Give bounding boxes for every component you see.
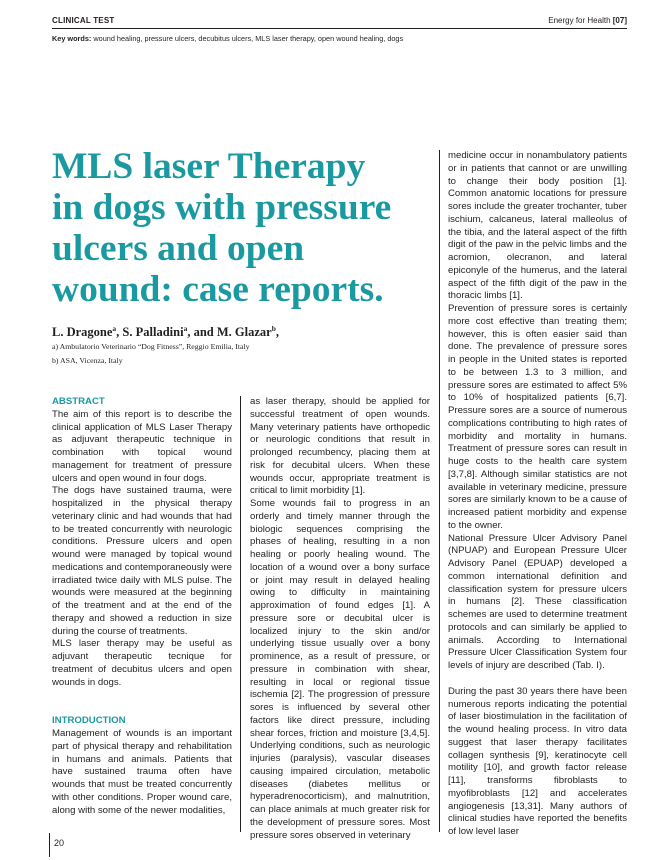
title-line: ulcers and open xyxy=(52,228,305,269)
title-line: MLS laser Therapy xyxy=(52,146,366,187)
abstract-paragraph: The dogs have sustained trauma, were hospitalized in the physical therapy veterinary clinic and had wounds that had to be treated concurrently with neurologic conditions. Pressure ulcers and open wound were managed by topical wound medications and contemporaneously were irradiated twice daily with MLS pulse. The wounds were measured at the beginning of the treatment and at the end of the therapy and showed a reduction in size during the course of treatments. xyxy=(52,485,232,637)
header-rule xyxy=(52,28,627,29)
journal-name: Energy for Health xyxy=(548,16,611,25)
author-name: M. Glazar xyxy=(216,325,272,340)
column-separator xyxy=(439,150,440,832)
column-separator xyxy=(240,396,241,832)
affiliation-b: b) ASA, Vicenza, Italy xyxy=(52,356,123,365)
author-affiliation-mark: a xyxy=(112,324,117,333)
title-line: in dogs with pressure xyxy=(52,187,392,228)
issue-number: [07] xyxy=(612,16,627,25)
page-number: 20 xyxy=(54,838,65,848)
footer-rule xyxy=(49,833,50,857)
abstract-paragraph: The aim of this report is to describe the clinical application of MLS Laser Therapy as adjuvant therapeutic technique in combination with topical wound management for treatment of pressure ulcers and open wound in four dogs. xyxy=(52,408,232,484)
author-name: L. Dragone xyxy=(52,325,113,340)
keywords-label: Key words: xyxy=(52,34,92,43)
author-separator: , xyxy=(275,325,279,340)
body-paragraph: During the past 30 years there have been numerous reports indicating the potential of laser biostimulation in the facilitation of the wound healing process. In vitro data suggest that laser therapy facilitates collagen synthesis [9], keratinocyte cell motility [10], and growth factor release [11], transforms fibroblasts to myofibroblasts [12] and accelerates angiogenesis [13,31]. Many authors of clinical studies have reported the benefits of low level laser xyxy=(448,685,627,837)
abstract-heading: ABSTRACT xyxy=(52,396,105,407)
column-2 xyxy=(250,396,430,842)
keywords-line xyxy=(52,34,403,43)
body-paragraph: National Pressure Ulcer Advisory Panel (NPUAP) and European Pressure Ulcer Advisory Panel (EPUAP) developed a common international definition and classification system for pressure ulcers in humans [2]. These classification schemes are used to determine treatment protocols and can similarly be applied to animals. According to International Pressure Ulcer Classification System four levels of injury are described (Tab. I). xyxy=(448,532,627,671)
author-affiliation-mark: a xyxy=(183,324,188,333)
introduction-paragraph: Management of wounds is an important part of physical therapy and rehabilitation in humans and animals. Patients that have sustained trauma often have wounds that must be treated concurrently with other conditions. Proper wound care, along with some of the newer modalities, xyxy=(52,728,232,816)
keywords-text: wound healing, pressure ulcers, decubitus ulcers, MLS laser therapy, open wound healing, dogs xyxy=(93,34,404,43)
introduction-heading: INTRODUCTION xyxy=(52,715,126,727)
author-separator: , and xyxy=(187,325,217,340)
author-list xyxy=(52,324,279,340)
section-label: CLINICAL TEST xyxy=(52,16,115,25)
author-affiliation-mark: b xyxy=(271,324,276,333)
column-3 xyxy=(448,150,627,839)
body-paragraph: Some wounds fail to progress in an orderly and timely manner through the biologic sequences comprising the phases of healing, resulting in a non healing or poorly healing wound. The location of a wound over a bony surface or joint may result in delayed healing owing to difficulty in maintaining approximation of found edges [1]. A pressure sore or decubital ulcer is localized injury to the skin and/or underlying tissue usually over a bony prominence, as a result of pressure, or pressure in combination with shear, resulting in local or regional tissue ischemia [2]. The progression of pressure sores is influenced by several other factors like direct pressure, including shear forces, friction and moisture [3,4,5]. Underlying conditions, such as neurologic injuries (paralysis), vascular diseases causing impaired circulation, metabolic diseases (diabetes mellitus or hyperadrenocorticism), and malnutrition, can place animals at much greater risk for the development of pressure sores. Most pressure sores observed in veterinary xyxy=(250,498,430,841)
author-separator: , xyxy=(116,325,123,340)
author-name: S. Palladini xyxy=(122,325,184,340)
body-paragraph: Prevention of pressure sores is certainly more cost effective than treating them; however, this is often easier said than done. The prevalence of pressure sores in people in the United states is reported to be between 1.3 to 3 million, and pressure sores are estimated to affect 5% to 10% of hospitalized patients [6,7]. Pressure sores are a source of numerous complications contributing to high rates of morbidity and mortality in humans. Treatment of pressure sores can result in huge costs to the health care system [3,7,8]. Although similar statistics are not available in veterinary medicine, pressure sores are similarly known to be a cause of increased patient morbidity and expense to the owner. xyxy=(448,303,627,531)
article-title xyxy=(52,146,412,310)
body-paragraph: as laser therapy, should be applied for successful treatment of open wounds. Many veterinary patients have orthopedic or neurologic conditions that result in prolonged recumbency, placing them at risk for decubital ulcers. When these wounds occur, appropriate treatment is critical to limit morbidity [1]. xyxy=(250,396,430,497)
title-line: wound: case reports. xyxy=(52,269,384,310)
journal-issue xyxy=(548,16,627,25)
abstract-paragraph: MLS laser therapy may be useful as adjuvant therapeutic tecnique for treatment of decubitus ulcers and open wounds in dogs. xyxy=(52,638,232,688)
body-paragraph: medicine occur in nonambulatory patients or in patients that cannot or are unwilling to change their body position [1]. Common anatomic locations for pressure sores include the greater trochanter, tuber ischium, calcaneus, lateral malleolus of the tibia, and the lateral aspect of the fifth digit of the paw in the pelvic limbs and the acromion, olecranon, and lateral epiconyle of the humerus, and the lateral aspect of the fifth digit of the paw in the thoracic limbs [1]. xyxy=(448,150,627,302)
column-1 xyxy=(52,396,232,817)
affiliation-a: a) Ambulatorio Veterinario “Dog Fitness”, Reggio Emilia, Italy xyxy=(52,342,250,351)
